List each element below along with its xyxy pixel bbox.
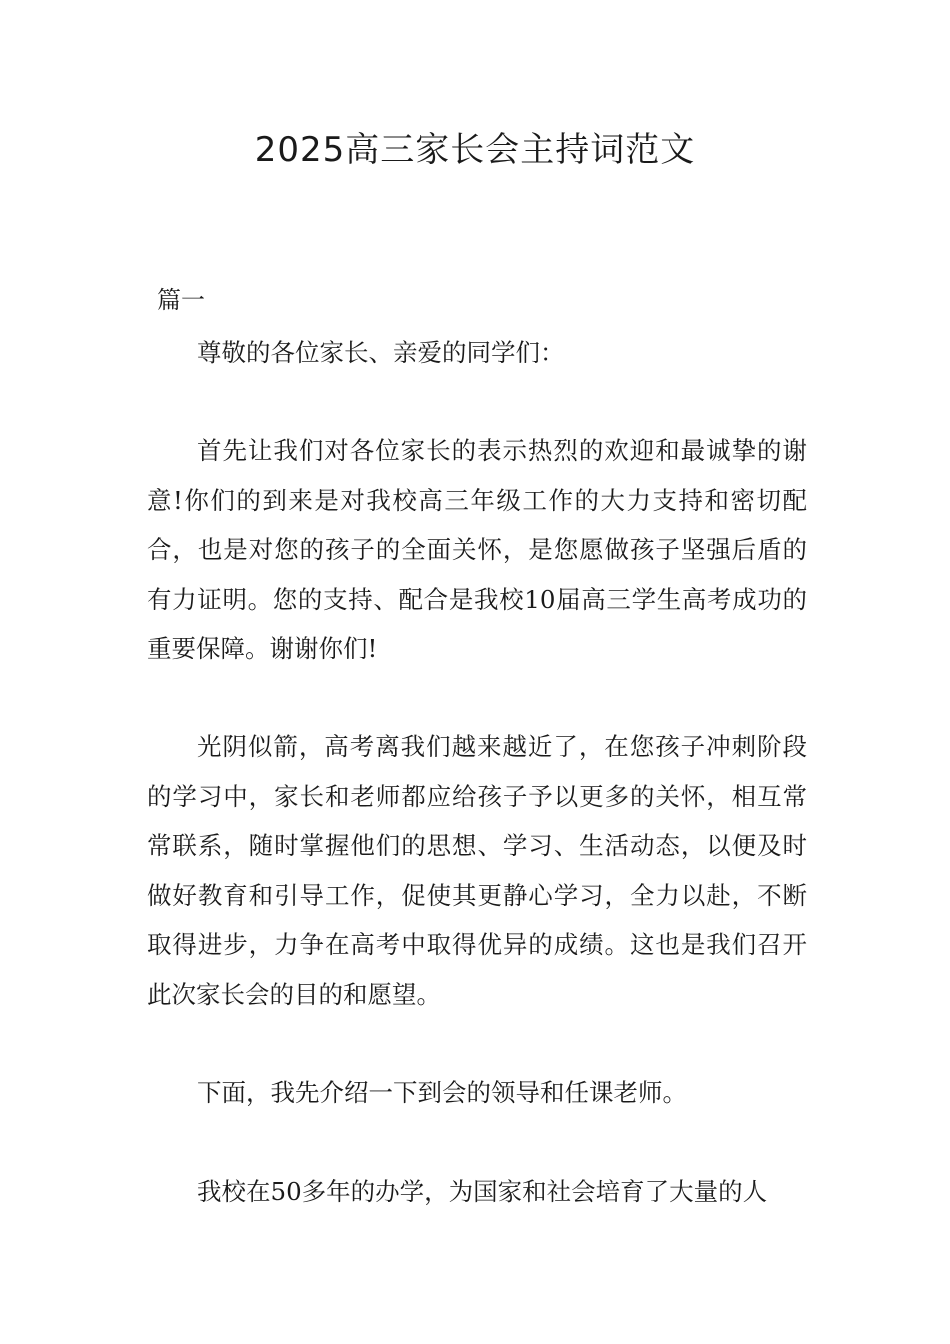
paragraph-greeting: 尊敬的各位家长、亲爱的同学们： — [197, 338, 565, 367]
paragraph-purpose: 光阴似箭，高考离我们越来越近了，在您孩子冲刺阶段的学习中，家长和老师都应给孩子予以更多的关怀，相互常常联系，随时掌握他们的思想、学习、生活动态，以便及时做好教育和引导工作，促使其更静心学习，全力以赴，不断取得进步，力争在高考中取得优异的成绩。这也是我们召开此次家长会的目的和愿望。 — [147, 732, 807, 1009]
section-label: 篇一 — [157, 286, 205, 314]
paragraph-welcome: 首先让我们对各位家长的表示热烈的欢迎和最诚挚的谢意!你们的到来是对我校高三年级工作的大力支持和密切配合，也是对您的孩子的全面关怀，是您愿做孩子坚强后盾的有力证明。您的支持、配合是我校10届高三学生高考成功的重要保障。谢谢你们! — [147, 436, 807, 663]
document-title: 2025高三家长会主持词范文 — [254, 130, 696, 170]
paragraph-school-history: 我校在50多年的办学，为国家和社会培育了大量的人 — [197, 1177, 768, 1206]
paragraph-introduction: 下面，我先介绍一下到会的领导和任课老师。 — [197, 1078, 687, 1107]
